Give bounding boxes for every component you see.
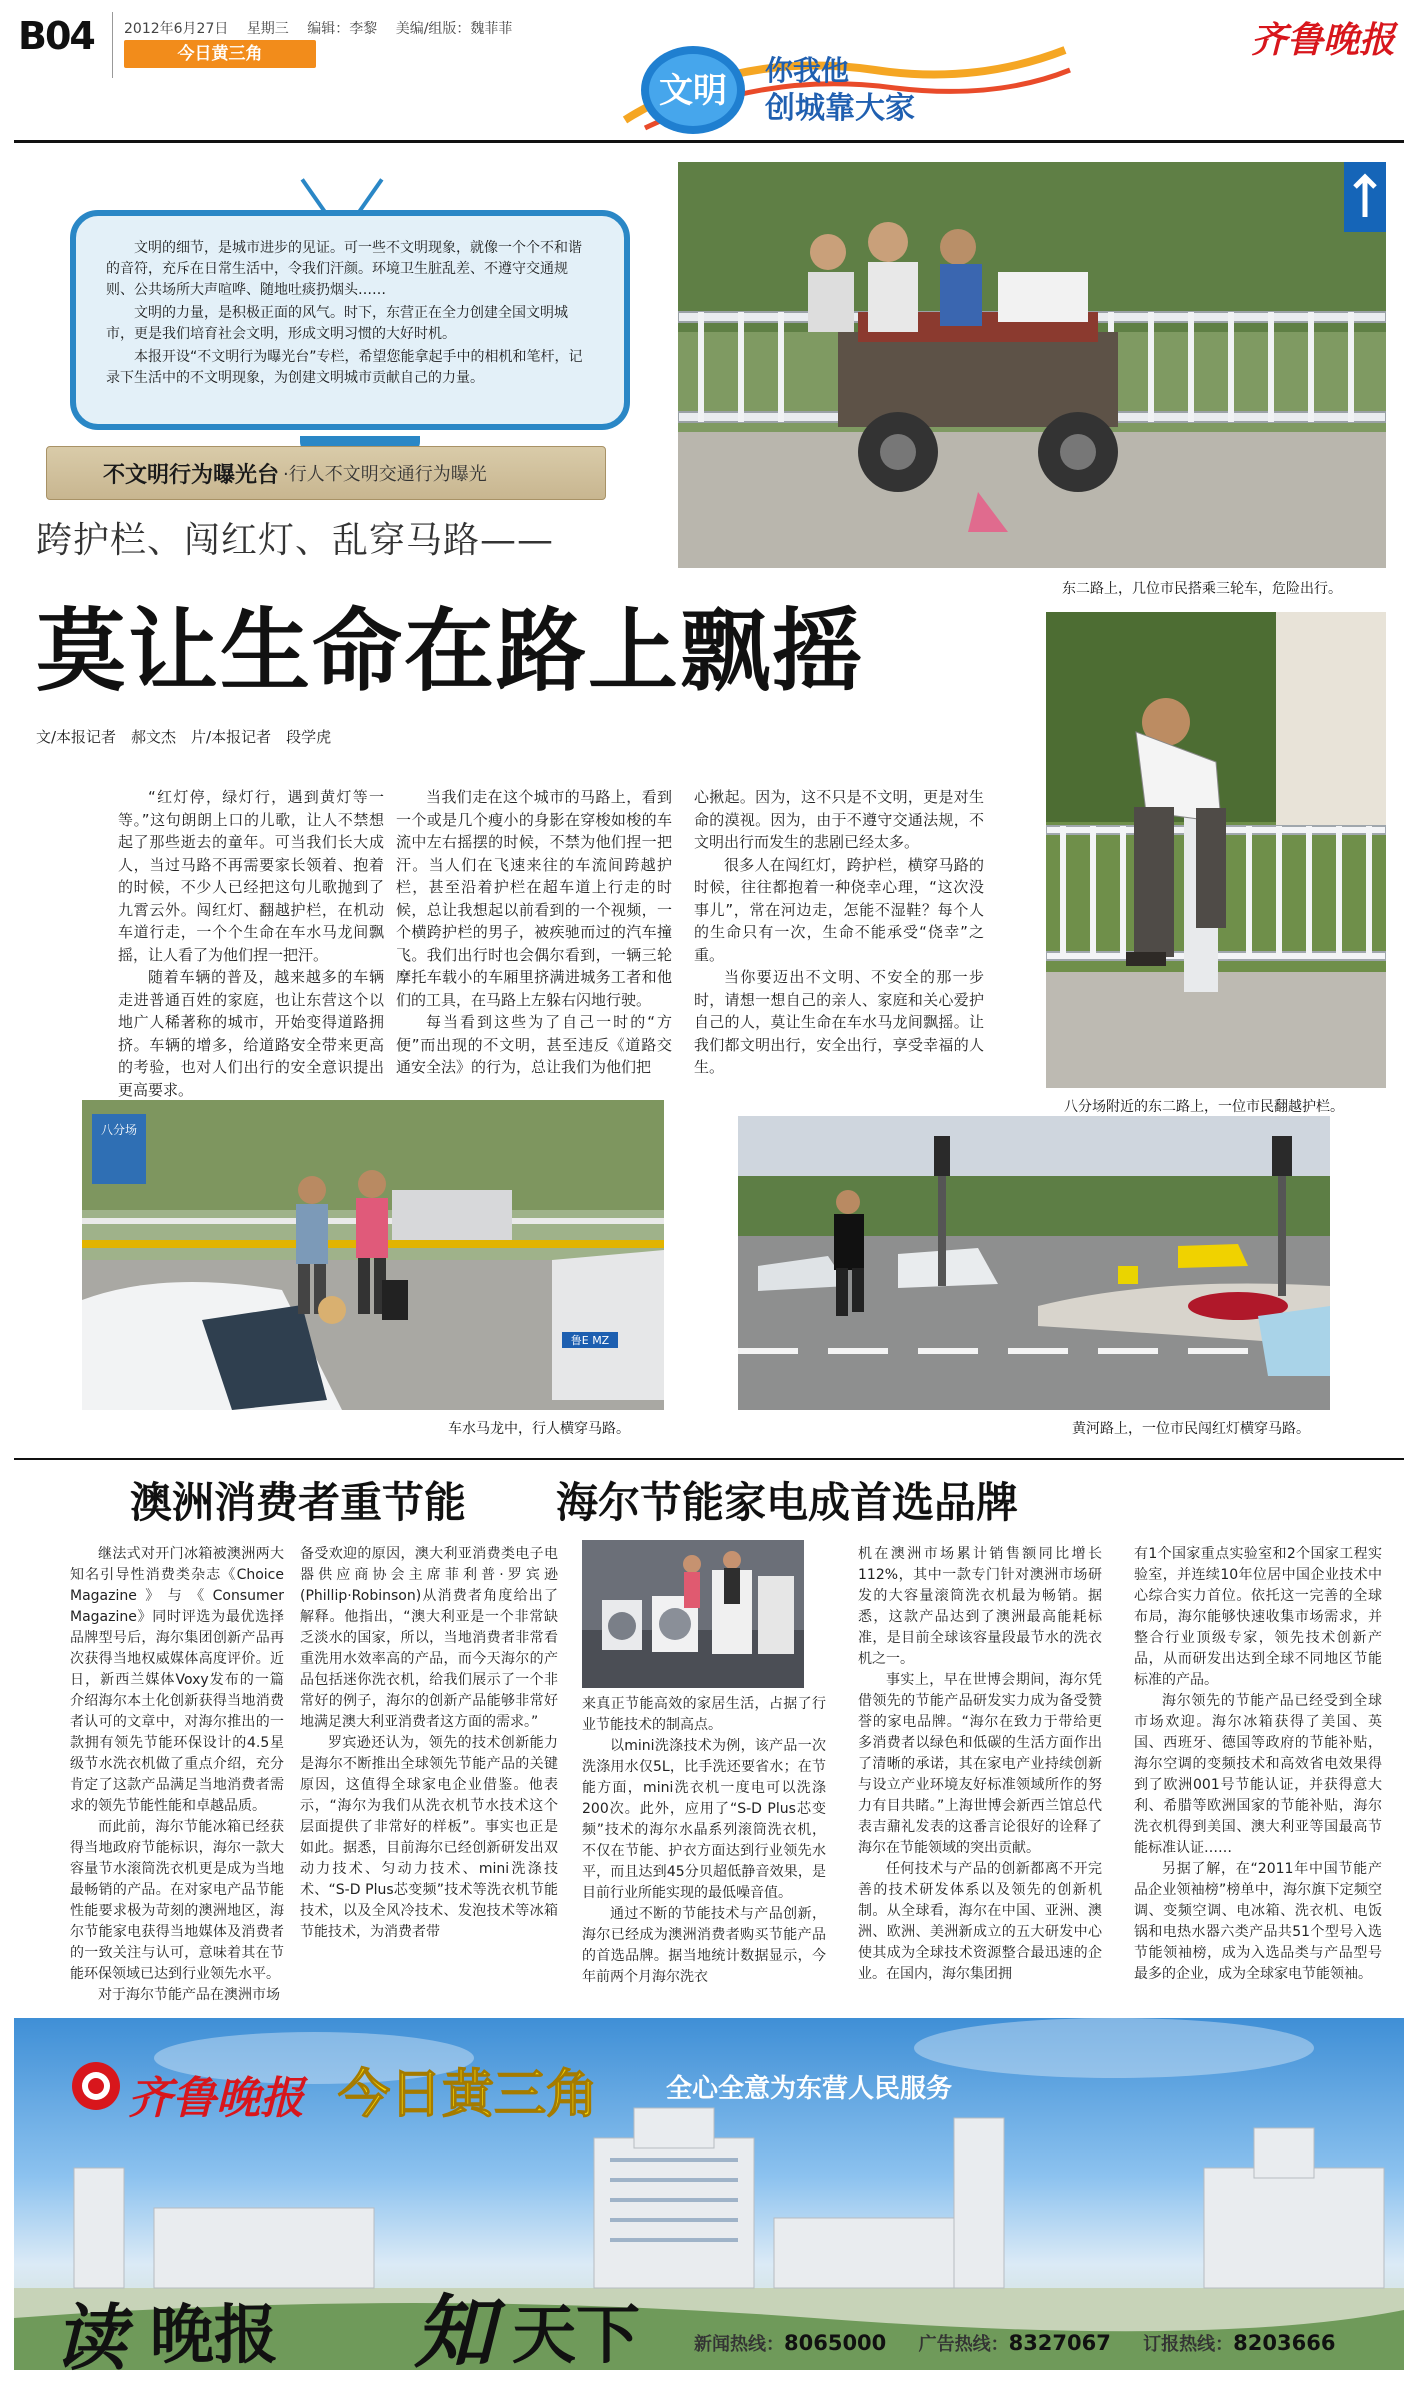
ad-title: 今日黄三角 — [338, 2065, 599, 2125]
photo-railing — [1046, 612, 1386, 1088]
article-paragraph: “红灯停，绿灯行，遇到黄灯等一等。”这句朗朗上口的儿歌，让人不禁想起了那些逝去的童年。可当我们长大成人，当过马路不再需要家长领着、抱着的时候，不少人已经把这句儿歌抛到了九霄云外。闯红灯、翻越护栏，在机动车道行走，一个个生命在车水马龙间飘摇，让人看了为他们捏一把汗。 — [118, 788, 384, 964]
ad-tagline-read: 读 — [54, 2295, 127, 2380]
intro-paragraph: 文明的力量，是积极正面的风气。时下，东营正在全力创建全国文明城市，更是我们培育社会文明，形成文明习惯的大好时机。 — [106, 305, 568, 342]
article-paragraph: 有1个国家重点实验室和2个国家工程实验室，并连续10年位居中国企业技术中心综合实力首位。依托这一完善的全球布局，海尔能够快速收集市场需求，并整合行业顶级专家，领先技术创新产品，从而研发出达到全球不同地区节能标准的产品。 — [1134, 1546, 1382, 1688]
section-tab: 今日黄三角 — [124, 40, 316, 68]
article-paragraph: 机在澳洲市场累计销售额同比增长112%，其中一款专门针对澳洲市场研发的大容量滚筒洗衣机最为畅销。据悉，这款产品达到了澳洲最高能耗标准，是目前全球该容量段最节水的洗衣机之一。 — [858, 1546, 1102, 1667]
article-column-3 — [694, 786, 984, 1079]
article2-column-2 — [300, 1544, 558, 1943]
photo-pedestrians-image — [82, 1100, 664, 1410]
article-kicker: 跨护栏、闯红灯、乱穿马路—— — [36, 520, 555, 561]
road-sign-text: 八分场 — [100, 1123, 138, 1137]
photo-haier-expo-image — [582, 1540, 804, 1688]
issue-date: 2012年6月27日 — [124, 21, 229, 37]
subscription-hotline-label: 订报热线： — [1143, 2334, 1234, 2355]
article-headline: 莫让生命在路上飘摇 — [36, 598, 864, 704]
article-paragraph: 另据了解，在“2011年中国节能产品企业领袖榜”榜单中，海尔旗下定频空调、变频空调、电冰箱、洗衣机、电饭锅和电热水器六类产品共51个型号入选节能领袖榜，成为入选品类与产品型号最多的企业，成为全球家电节能领袖。 — [1134, 1861, 1382, 1982]
photo-railing-image — [1046, 612, 1386, 1088]
subscription-hotline-number: 8203666 — [1233, 2331, 1336, 2355]
article2-column-1 — [70, 1544, 284, 2006]
ad-tagline-know: 知 — [414, 2285, 494, 2379]
article-paragraph: 心揪起。因为，这不只是不文明，更是对生命的漠视。因为，由于不遵守交通法规，不文明出行而发生的悲剧已经太多。 — [694, 788, 984, 851]
article-paragraph: 以mini洗涤技术为例，该产品一次洗涤用水仅5L，比手洗还要省水；在节能方面，mini洗衣机一度电可以洗涤200次。此外，应用了“S-D Plus芯变频”技术的海尔水晶系列滚筒洗衣机，不仅在节能、护衣方面达到行业领先水平，而且达到45分贝超低静音效果，是目前行业所能实现的最低噪音值。 — [582, 1738, 826, 1901]
article-paragraph: 继法式对开门冰箱被澳洲两大知名引导性消费类杂志《Choice Magazine》与《Consumer Magazine》同时评选为最优选择品牌型号后，海尔集团创新产品再次获得当地权威媒体高度评价。近日，新西兰媒体Voxy发布的一篇介绍海尔本土化创新获得当地消费者认可的文章中，对海尔推出的一款拥有领先节能环保设计的4.5星级节水洗衣机做了重点介绍，充分肯定了这款产品满足当地消费者需求的领先节能性能和卓越品质。 — [70, 1546, 284, 1814]
editor-credit: 编辑：李黎 — [307, 21, 378, 37]
article2-column-5 — [1134, 1544, 1382, 1985]
article-column-2 — [396, 786, 672, 1079]
article2-top-rule — [14, 1458, 1404, 1460]
license-plate: 鲁E MZ — [570, 1334, 610, 1347]
article-paragraph: 对于海尔节能产品在澳洲市场 — [98, 1987, 280, 2003]
news-hotline-label: 新闻热线： — [694, 2334, 784, 2355]
ad-newspaper-logo: 齐鲁晚报 — [128, 2073, 304, 2124]
article2-title — [130, 1470, 1108, 1530]
article-paragraph: 任何技术与产品的创新都离不开完善的技术研发体系以及领先的创新机制。从全球看，海尔在中国、亚洲、澳洲、欧洲、美洲新成立的五大研发中心使其成为全球技术资源整合最迅速的企业。在国内，海尔集团拥 — [858, 1861, 1102, 1982]
photo-red-light-image — [738, 1116, 1330, 1410]
article-paragraph: 罗宾逊还认为，领先的技术创新能力是海尔不断推出全球领先节能产品的关键原因，这值得全球家电企业借鉴。他表示，“海尔为我们从洗衣机节水技术这个层面提供了非常好的样板”。事实也正是如此。据悉，目前海尔已经创新研发出双动力技术、匀动力技术、mini洗涤技术、“S-D Plus芯变频”技术等洗衣机节能技术，以及全风冷技术、发泡技术等冰箱节能技术，为消费者带 — [300, 1735, 558, 1940]
article-paragraph: 每当看到这些为了自己一时的“方便”而出现的不文明，甚至违反《道路交通安全法》的行为，总让我们为他们把 — [396, 1013, 672, 1076]
article2-title-right: 海尔节能家电成首选品牌 — [556, 1478, 1019, 1527]
photo-caption: 八分场附近的东二路上，一位市民翻越护栏。 — [1064, 1099, 1344, 1115]
article-byline: 文/本报记者 郝文杰 片/本报记者 段学虎 — [36, 728, 332, 746]
article-paragraph: 而此前，海尔节能冰箱已经获得当地政府节能标识，海尔一款大容量节水滚筒洗衣机更是成为当地最畅销的产品。在对家电产品节能性能要求极为苛刻的澳洲地区，海尔节能家电获得当地媒体及消费者的一致关注与认可，意味着其在节能环保领域已达到行业领先水平。 — [70, 1819, 284, 1982]
campaign-line2: 创城靠大家 — [765, 91, 915, 126]
ad-hotline-number: 8327067 — [1008, 2331, 1111, 2355]
column-subtitle: ·行人不文明交通行为曝光 — [283, 464, 487, 485]
photo-tricycle-image — [678, 162, 1386, 568]
photo-caption: 车水马龙中，行人横穿马路。 — [448, 1421, 630, 1437]
campaign-badge: 文明 — [659, 71, 727, 111]
page-number: B04 — [18, 14, 94, 58]
article-paragraph: 备受欢迎的原因，澳大利亚消费类电子电器供应商协会主席菲利普·罗宾逊(Phillip·Robinson)从消费者角度给出了解释。他指出，“澳大利亚是一个非常缺乏淡水的国家，所以，当地消费者非常看重洗用水效率高的产品，而今天海尔的产品包括迷你洗衣机，给我们展示了一个非常好的例子，海尔的创新产品能够非常好地满足澳大利亚消费者这方面的需求。” — [300, 1546, 558, 1730]
designer-credit: 美编/组版：魏菲菲 — [395, 21, 513, 37]
intro-paragraph: 本报开设“不文明行为曝光台”专栏，希望您能拿起手中的相机和笔杆，记录下生活中的不文明现象，为创建文明城市贡献自己的力量。 — [106, 349, 583, 386]
photo-red-light — [738, 1116, 1330, 1410]
article-paragraph: 当我们走在这个城市的马路上，看到一个或是几个瘦小的身影在穿梭如梭的车流中左右摇摆的时候，不禁为他们捏一把汗。当人们在飞速来往的车流间跨越护栏，甚至沿着护栏在超车道上行走的时候，总让我想起以前看到的一个视频，一个横跨护栏的男子，被疾驰而过的汽车撞飞。我们出行时也会偶尔看到，一辆三轮摩托车载小的车厢里挤满进城务工者和他们的工具，在马路上左躲右闪地行驶。 — [396, 788, 672, 1009]
article-paragraph: 海尔领先的节能产品已经受到全球市场欢迎。海尔冰箱获得了美国、英国、西班牙、德国等政府的节能补贴，海尔空调的变频技术和高效省电效果得到了欧洲001号节能认证，并获得意大利、希腊等欧洲国家的节能补贴，海尔洗衣机得到美国、澳大利亚等国最高节能标准认证…… — [1134, 1693, 1382, 1856]
article-paragraph: 通过不断的节能技术与产品创新，海尔已经成为澳洲消费者购买节能产品的首选品牌。据当地统计数据显示，今年前两个月海尔洗衣 — [582, 1906, 826, 1985]
campaign-banner — [615, 30, 1075, 140]
ad-hotline-label: 广告热线： — [918, 2334, 1009, 2355]
intro-box — [70, 210, 630, 430]
photo-caption: 东二路上，几位市民搭乘三轮车，危险出行。 — [1062, 581, 1342, 597]
article2-title-left: 澳洲消费者重节能 — [130, 1478, 467, 1527]
masthead-logo: 齐鲁晚报 — [1250, 19, 1395, 61]
header-divider — [112, 12, 113, 78]
article-paragraph: 很多人在闯红灯，跨护栏，横穿马路的时候，往往都抱着一种侥幸心理，“这次没事儿”，常在河边走，怎能不湿鞋？每个人的生命只有一次，生命不能承受“侥幸”之重。 — [694, 855, 984, 964]
photo-caption: 黄河路上，一位市民闯红灯横穿马路。 — [1072, 1421, 1310, 1437]
photo-haier-expo — [582, 1540, 804, 1688]
photo-tricycle — [678, 162, 1386, 568]
article2-column-4 — [858, 1544, 1102, 1985]
ad-tagline-world: 天下 — [512, 2299, 640, 2373]
header-meta — [124, 18, 526, 38]
article2-column-3 — [582, 1694, 826, 1988]
ad-tagline-evening-paper: 晚报 — [150, 2299, 278, 2373]
article-column-1 — [118, 786, 384, 1101]
issue-weekday: 星期三 — [246, 21, 289, 37]
newspaper-logo-icon — [70, 2060, 122, 2112]
column-name-bar — [46, 446, 606, 500]
article-paragraph: 当你要迈出不文明、不安全的那一步时，请想一想自己的亲人、家庭和关心爱护自己的人，莫让生命在车水马龙间飘摇。让我们都文明出行，安全出行，享受幸福的人生。 — [694, 968, 984, 1076]
column-name: 不文明行为曝光台 — [103, 462, 280, 488]
ad-slogan: 全心全意为东营人民服务 — [666, 2074, 953, 2104]
article-paragraph: 随着车辆的普及，越来越多的车辆走进普通百姓的家庭，也让东营这个以地广人稀著称的城市，开始变得道路拥挤。车辆的增多，给道路安全带来更高的考验，也对人们出行的安全意识提出更高要求。 — [118, 968, 384, 1099]
photo-pedestrians — [82, 1100, 664, 1410]
news-hotline-number: 8065000 — [784, 2331, 887, 2355]
hotline-bar — [694, 2330, 1394, 2362]
article-paragraph: 来真正节能高效的家居生活，占据了行业节能技术的制高点。 — [582, 1696, 826, 1733]
intro-paragraph: 文明的细节，是城市进步的见证。可一些不文明现象，就像一个个不和谐的音符，充斥在日常生活中，令我们汗颜。环境卫生脏乱差、不遵守交通规则、公共场所大声喧哗、随地吐痰扔烟头…… — [106, 240, 582, 298]
article-paragraph: 事实上，早在世博会期间，海尔凭借领先的节能产品研发实力成为备受赞誉的家电品牌。“海尔在致力于带给更多消费者以绿色和低碳的生活方面作出了清晰的承诺，其在家电产业持续创新与设立产业环境友好标准领域所作的努力有目共睹。”上海世博会新西兰馆总代表吉鼐礼发表的这番言论很好的诠释了海尔在节能领域的突出贡献。 — [858, 1672, 1102, 1856]
campaign-line1: 你我他 — [765, 54, 850, 87]
